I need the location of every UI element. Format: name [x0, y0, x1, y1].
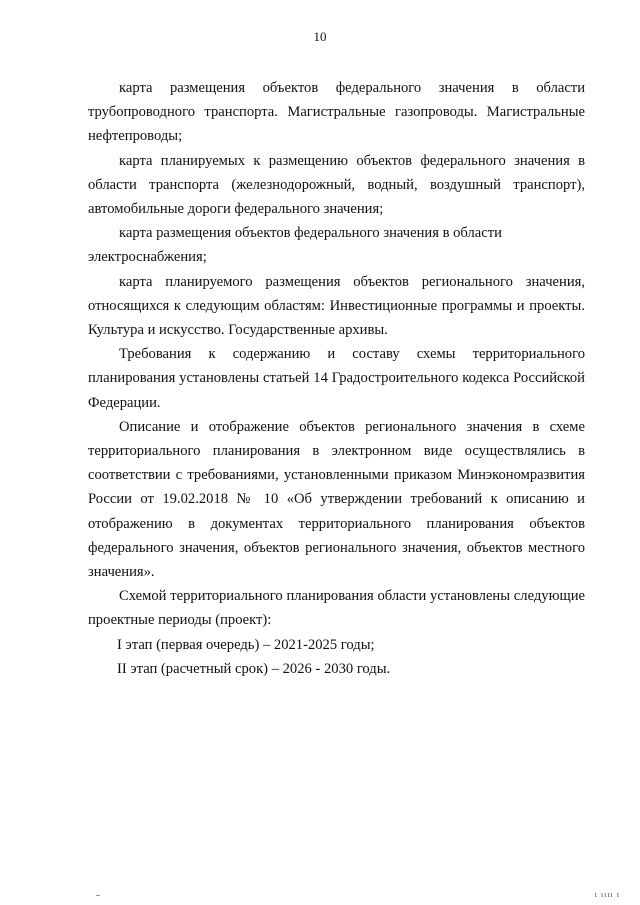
document-body [88, 76, 585, 681]
paragraph-electronic-description: Описание и отображение объектов регионального значения в схеме территориального планирования в электронном виде осуществлялись в соответствии с требованиями, установленными приказом Минэкономразвития России от 19.02.2018 № 10 «Об утверждении требований к описанию и отображению в документах территориального планирования объектов федерального значения, объектов регионального значения, объектов местного значения». [88, 418, 585, 581]
paragraph-power-supply-map: карта размещения объектов федерального значения в области электроснабжения; [88, 225, 502, 266]
stage-first: I этап (первая очередь) – 2021-2025 годы; [117, 636, 375, 653]
scan-artifact [96, 895, 100, 896]
paragraph-requirements: Требования к содержанию и составу схемы территориального планирования установлены статьей 14 Градостроительного кодекса Российской Федерации. [88, 346, 585, 411]
footer-scan-mark: ı ıııı ı [594, 890, 620, 899]
paragraph-project-periods: Схемой территориального планирования области установлены следующие проектные периоды (проект): [88, 588, 585, 629]
paragraph-regional-objects-map: карта планируемого размещения объектов регионального значения, относящихся к следующим областям: Инвестиционные программы и проекты. Культура и искусство. Государственные архивы. [88, 273, 585, 339]
paragraph-transport-map: карта планируемых к размещению объектов федерального значения в области транспорта (железнодорожный, водный, воздушный транспорт), автомобильные дороги федерального значения; [88, 152, 585, 218]
stage-second: II этап (расчетный срок) – 2026 - 2030 годы. [117, 660, 391, 677]
page-number: 10 [313, 29, 327, 44]
paragraph-pipeline-map: карта размещения объектов федерального значения в области трубопроводного транспорта. Магистральные газопроводы. Магистральные нефтепроводы; [88, 80, 585, 145]
